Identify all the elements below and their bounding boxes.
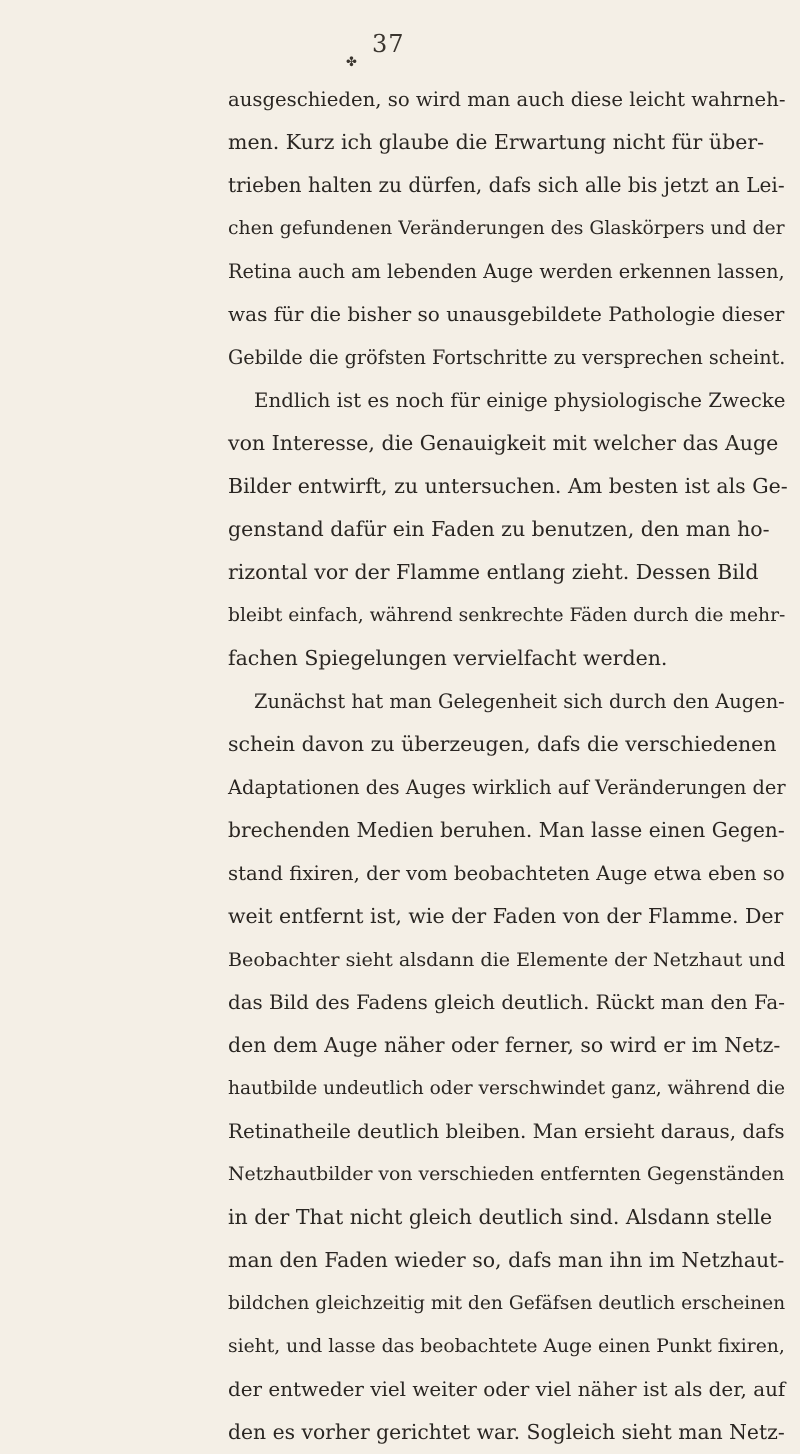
paragraph-start-line: Zunächst hat man Gelegenheit sich durch den Augen- (254, 690, 785, 713)
text-line: man den Faden wieder so, dafs man ihn im Netzhaut- (228, 1248, 785, 1272)
text-line: rizontal vor der Flamme entlang zieht. Dessen Bild (228, 560, 759, 584)
text-line: der entweder viel weiter oder viel näher ist als der, auf (228, 1378, 786, 1401)
text-line: das Bild des Fadens gleich deutlich. Rückt man den Fa- (228, 991, 785, 1014)
text-line: bildchen gleichzeitig mit den Gefäfsen deutlich erscheinen (228, 1293, 786, 1314)
text-line: was für die bisher so unausgebildete Pathologie dieser (228, 302, 785, 326)
text-line: Retinatheile deutlich bleiben. Man ersieht daraus, dafs (228, 1120, 785, 1143)
text-line: genstand dafür ein Faden zu benutzen, den man ho- (228, 517, 770, 541)
text-line: chen gefundenen Veränderungen des Glaskörpers und der (228, 218, 785, 239)
text-line: Beobachter sieht alsdann die Elemente der Netzhaut und (228, 948, 786, 971)
paragraph-start-line: Endlich ist es noch für einige physiologische Zwecke (254, 389, 786, 412)
text-line: Adaptationen des Auges wirklich auf Veränderungen der (228, 776, 786, 799)
text-line: schein davon zu überzeugen, dafs die verschiedenen (228, 732, 777, 756)
text-line: bleibt einfach, während senkrechte Fäden durch die mehr- (228, 605, 786, 626)
text-line: den es vorher gerichtet war. Sogleich sieht man Netz- (228, 1420, 785, 1444)
text-line: men. Kurz ich glaube die Erwartung nicht für über- (228, 130, 765, 154)
text-line: Retina auch am lebenden Auge werden erkennen lassen, (228, 260, 785, 283)
text-line: ausgeschieden, so wird man auch diese leicht wahrneh- (228, 88, 786, 111)
body-text (228, 78, 788, 1454)
printer-mark: ✤ (346, 55, 357, 70)
text-line: den dem Auge näher oder ferner, so wird er im Netz- (228, 1033, 781, 1057)
text-line: Gebilde die gröfsten Fortschritte zu versprechen scheint. (228, 346, 786, 369)
text-line: Netzhautbilder von verschieden entfernten Gegenständen (228, 1164, 785, 1185)
text-line: fachen Spiegelungen vervielfacht werden. (228, 646, 668, 670)
text-line: trieben halten zu dürfen, dafs sich alle bis jetzt an Lei- (228, 173, 785, 197)
text-line: in der That nicht gleich deutlich sind. Alsdann stelle (228, 1205, 773, 1229)
text-line: Bilder entwirft, zu untersuchen. Am besten ist als Ge- (228, 474, 788, 498)
text-line: stand fixiren, der vom beobachteten Auge etwa eben so (228, 862, 785, 885)
text-line: von Interesse, die Genauigkeit mit welcher das Auge (228, 431, 779, 455)
text-line: sieht, und lasse das beobachtete Auge einen Punkt fixiren, (228, 1336, 785, 1357)
text-line: hautbilde undeutlich oder verschwindet ganz, während die (228, 1078, 786, 1099)
text-line: brechenden Medien beruhen. Man lasse einen Gegen- (228, 818, 785, 842)
page-number: 37 (372, 30, 405, 58)
text-line: weit entfernt ist, wie der Faden von der Flamme. Der (228, 904, 784, 928)
